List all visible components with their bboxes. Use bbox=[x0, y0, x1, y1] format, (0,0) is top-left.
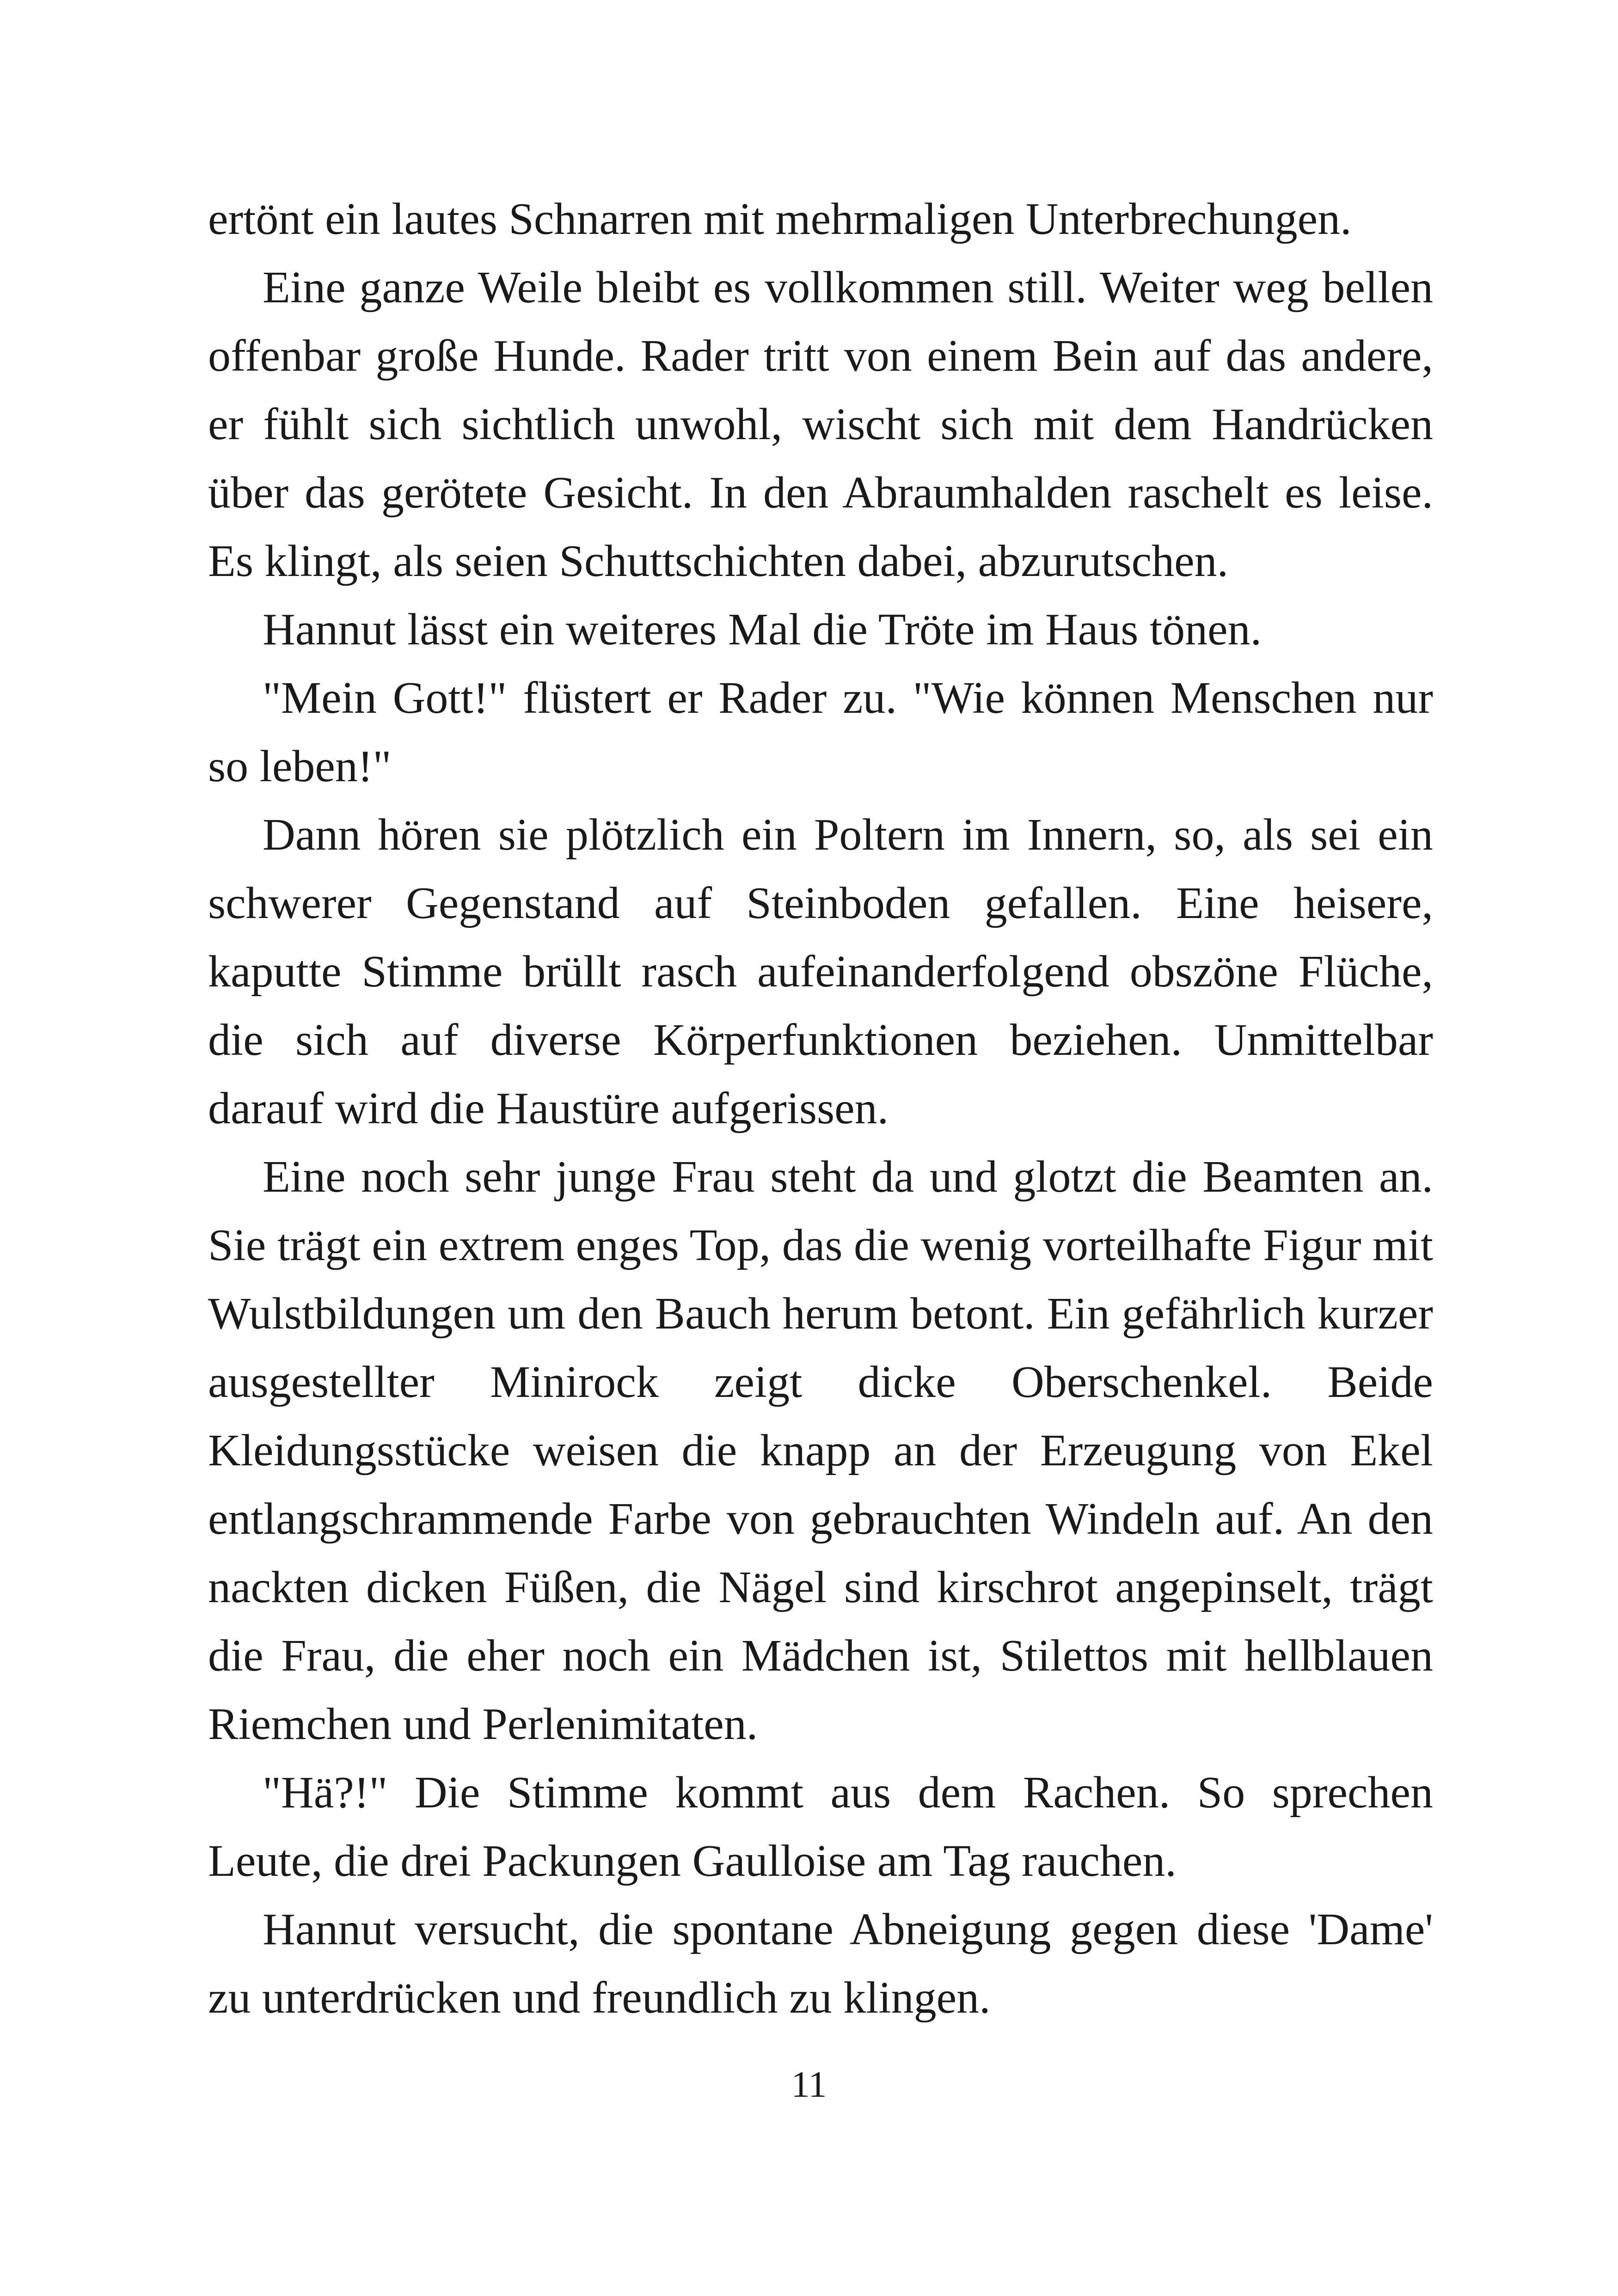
paragraph-6: Eine noch sehr junge Frau steht da und glotzt die Beamten an. Sie trägt ein extrem enges Top, das die wenig vorteilhafte Figur mit Wulstbildungen um den Bauch herum betont. Ein gefährlich kurzer ausgestellter Minirock zeigt dicke Oberschenkel. Beide Kleidungsstücke weisen die knapp an der Erzeugung von Ekel entlangschrammende Farbe von gebrauchten Windeln auf. An den nackten dicken Füßen, die Nägel sind kirschrot angepinselt, trägt die Frau, die eher noch ein Mädchen ist, Stilettos mit hellblauen Riemchen und Perlenimitaten. bbox=[208, 1152, 1433, 1749]
paragraph-5: Dann hören sie plötzlich ein Poltern im Innern, so, als sei ein schwerer Gegenstand auf Steinboden gefallen. Eine heisere, kaputte Stimme brüllt rasch aufeinanderfolgend obszöne Flüche, die sich auf diverse Körperfunktionen beziehen. Unmittelbar darauf wird die Haustüre aufgerissen. bbox=[208, 810, 1433, 1133]
paragraph-1: ertönt ein lautes Schnarren mit mehrmaligen Unterbrechungen. bbox=[208, 194, 1352, 244]
paragraph-2: Eine ganze Weile bleibt es vollkommen still. Weiter weg bellen offenbar große Hunde. Rader tritt von einem Bein auf das andere, er fühlt sich sichtlich unwohl, wischt sich mit dem Handrücken über das gerötete Gesicht. In den Abraumhalden raschelt es leise. Es klingt, als seien Schuttschichten dabei, abzurutschen. bbox=[208, 263, 1433, 586]
body-text bbox=[208, 185, 1433, 2032]
paragraph-3: Hannut lässt ein weiteres Mal die Tröte im Haus tönen. bbox=[263, 605, 1262, 655]
page-number: 11 bbox=[791, 2064, 827, 2105]
paragraph-7: "Hä?!" Die Stimme kommt aus dem Rachen. So sprechen Leute, die drei Packungen Gaulloise am Tag rauchen. bbox=[208, 1768, 1433, 1886]
paragraph-4: "Mein Gott!" flüstert er Rader zu. "Wie können Menschen nur so leben!" bbox=[208, 673, 1433, 791]
paragraph-8: Hannut versucht, die spontane Abneigung gegen diese 'Dame' zu unterdrücken und freundlich zu klingen. bbox=[208, 1904, 1433, 2023]
